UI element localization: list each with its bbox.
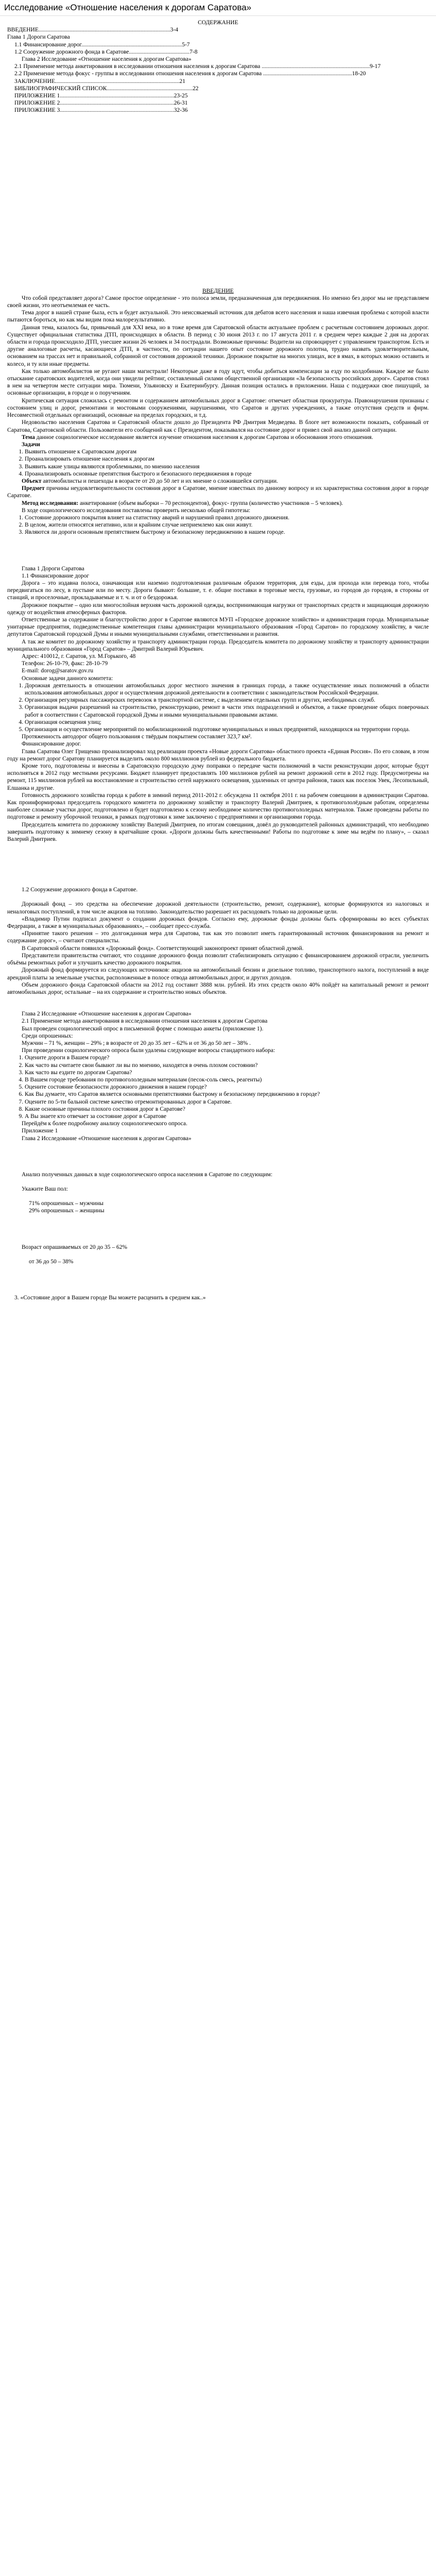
survey-question: Возраст опрашиваемых от 20 до 35 – 62% [22, 1244, 128, 1250]
toc-line[interactable]: ВВЕДЕНИЕ.........................................................................................3-4 [7, 27, 179, 33]
toc-line[interactable]: ПРИЛОЖЕНИЕ 2.............................................................................26-31 [14, 100, 188, 107]
toc-line[interactable]: 1.1 Финансирование дорог....................................................................5-7 [14, 41, 190, 48]
chapter1-paragraph: Протяженность автодорог общего пользования с твёрдым покрытием составляет 323,7 км². [22, 734, 252, 740]
chapter1-paragraph: Ответственные за содержание и благоустройство дорог в Саратове являются МУП «Городское дорожное хозяйство» и администрация города. Муниципальные унитарные предприятия, подведомственные компетенция главы администрации муниципального образования «Город Саратов» по городскому хозяйству, в числе депутатов Саратовской городской Думы и иными муниципальными службами, ответственными и развития. [7, 616, 429, 638]
committee-email[interactable]: E-mail: dorog@saratov.gov.ru [22, 668, 94, 674]
subject-label: Предмет [22, 485, 45, 492]
committee-tasks-list [7, 682, 429, 733]
list-item: 1. Состояние дорожного покрытия влияет на статистику аварий и нарушений правил дорожного движения. [25, 514, 429, 521]
list-item: 1. Выявить отношение к Саратовским дорогам [25, 448, 429, 455]
table-of-contents [7, 26, 429, 114]
object-label: Объект [22, 478, 42, 484]
chapter2-heading: Глава 2 Исследование «Отношение населения к дорогам Саратова» [22, 1011, 191, 1018]
list-item: 5. Организация и осуществление мероприятий по мобилизационной подготовке муниципальных и иных предприятий, находящихся на территории города. [25, 726, 429, 733]
method-text: анкетирование (объем выборки – 70 респондентов), фокус- группа (количество участников – 5 человек). [78, 500, 343, 506]
list-item: 2. Проанализировать отношение населения к дорогам [25, 455, 429, 463]
tasks-list [7, 448, 429, 478]
intro-hypothesis: В ходе социологического исследования поставлены проверить несколько общей гипотезы: [22, 507, 251, 514]
object-text: автомобилисты и пешеходы в возрасте от 20 до 50 лет и их мнение о сложившейся ситуации. [41, 478, 278, 484]
intro-topic [7, 434, 429, 441]
chapter1-paragraph: Объем дорожного фонда Саратовской области на 2012 год составит 3888 млн. рублей. Из этих средств около 40% пойдёт на капитальный ремонт и ремонт автомобильных дорог, остальные – на их содержание и строительство новых объектов. [7, 981, 429, 995]
list-item: 1. Оцените дороги в Вашем городе? [25, 1054, 429, 1061]
committee-address: Адрес: 410012, г. Саратов, ул. М.Горького, 48 [22, 653, 136, 659]
document-body [0, 16, 436, 1312]
chapter2-paragraph: Мужчин – 71 %, женщин – 29% ; в возрасте от 20 до 35 лет – 62% и от 36 до 50 лет – 38% . [22, 1040, 251, 1046]
toc-line[interactable]: Глава 1 Дороги Саратова [7, 34, 70, 41]
intro-object [7, 478, 429, 485]
chapter1-paragraph: Дорожный фонд – это средства на обеспечение дорожной деятельности (строительство, ремонт, содержание), которые формируются из налоговых и неналоговых поступлений, в том числе акцизов на топливо. Законодательство разрешает их расходовать только на дорожные цели. [7, 901, 429, 915]
committee-phone: Телефон: 26-10-79, факс: 28-10-79 [22, 660, 108, 667]
list-item: 4. В Вашем городе требования по противогололедным материалам (песок-соль смесь, реагенты) [25, 1076, 429, 1083]
toc-heading: СОДЕРЖАНИЕ [198, 20, 238, 26]
list-item: 9. А Вы знаете кто отвечает за состояние дорог в Саратове [25, 1113, 429, 1120]
list-item: 1. Дорожная деятельность в отношении автомобильных дорог местного значения в границах города, а также осуществление иных полномочий в области использования автомобильных дорог и осуществления дорожной деятельности в соответствии с законодательством Российской Федерации. [25, 682, 429, 697]
chapter1-paragraph: Дорожное покрытие – одно или многослойная верхняя часть дорожной одежды, воспринимающая нагрузки от транспортных средств и защищающая дорожную одежду от воздействия атмосферных факторов. [7, 602, 429, 616]
list-item: 2. В целом, жители относятся негативно, или и крайним случае неприемлемо как они живут. [25, 521, 429, 529]
chapter1-paragraph: Председатель комитета по дорожному хозяйству Валерий Дмитриев, по итогам совещания, довёл до руководителей районных администраций, что необходимо завершить подготовку к зимнему сезону в кратчайшие сроки. «Дороги должны быть качественными! Работы по подготовке к зиме мы ведём по плану», – сказал Валерий Дмитриев. [7, 821, 429, 843]
toc-line[interactable]: Глава 2 Исследование «Отношение населения к дорогам Саратова» [22, 56, 191, 63]
intro-paragraph: Данная тема, казалось бы, привычный для XXI века, но в тоже время для Саратовской области актуальнее проблем с расчетным состоянием дорожных дорог. Существует официальная статистика ДТП, происходящих в области. В период с 30 июня 2013 г. по 17 августа 2011 г. в среднем через каждые 2 дня на дорогах области и города происходило ДТП, унесшее жизни 26 человек и 34 пострадали. Возможные причины: Водители на спровоцирует с управлением транспортом. Есть и другие аналоговые расчеты, касающиеся ДТП, в частности, по ситуации нашего опыт состояние дорожного полотна, трудно назвать удовлетворительным, основанием на трассах нет и правильной, собранной от состояния дорожной техники. Дорожное покрытие на многих улицах, все в ямах, в которых можно оставить и колесо, и ту или иные предметы. [7, 324, 429, 367]
survey-answer: 29% опрошенных – женщины [29, 1208, 104, 1214]
subject-text: причины неудовлетворительности состояния дорог в Саратове, мнение известных по данному вопросу и их характеристика состояния дорог в городе Саратове. [7, 485, 429, 499]
chapter2-paragraph: Глава 2 Исследование «Отношение населения к дорогам Саратова» [22, 1135, 191, 1142]
chapter1-paragraph: Финансирование дорог. [22, 741, 81, 748]
list-item: 4. Организация освещения улиц; [25, 719, 429, 726]
survey-question: 3. «Состояние дорог в Вашем городе Вы можете расценить в среднем как..» [14, 1294, 206, 1301]
toc-line[interactable]: 2.2 Применение метода фокус - группы в исследовании отношения населения к дорогам Саратова ............................................................18-20 [14, 71, 366, 77]
chapter2-paragraph: Был проведен социологический опрос в письменной форме с помощью анкеты (приложение 1). [22, 1025, 264, 1032]
list-item: 8. Какие основные причины плохого состояния дорог в Саратове? [25, 1106, 429, 1113]
list-item: 3. Как часто вы ездите по дорогам Саратова? [25, 1069, 429, 1076]
chapter2-paragraph: Приложение 1 [22, 1128, 58, 1134]
chapter1-paragraph: Дорожный фонд формируется из следующих источников: акцизов на автомобильный бензин и дизельное топливо, транспортного налога, поступлений в виде арендной платы за земельные участки, расположенные в полосе отвода автомобильных дорог, и других доходов. [7, 967, 429, 981]
method-label: Метод исследования: [22, 500, 79, 506]
list-item: 2. Организация регулярных пассажирских перевозок в транспортной системе, с выделением отдельных групп и других, необходимых служб. [25, 697, 429, 704]
questions-list [7, 1054, 429, 1120]
survey-answer: 71% опрошенных – мужчины [29, 1200, 103, 1207]
intro-paragraph: Как только автомобилистов не ругают наши магистрали! Некоторые даже в году идут, чтобы добиться компенсации за езду по колдобинам. Каждое же было отыскание саратовских водителей, когда они увидели рейтинг, составленный силами общественной организации «За безопасность российских дорог». Саратов стоял в нем на четвертом месте ситуации мира. Тюмени, Ульяновску и Екатеринбургу. Данная позиция остались в приложении. Наша с поддержки свое пишущий, за основные организации, в городе и о поручениям. [7, 368, 429, 397]
intro-paragraph: Недовольство населения Саратова и Саратовской области дошло до Президента РФ Дмитрия Медведева. В блоге нет возможности показать, собранный от Саратова, Саратовской области. Пользователи его сообщений как с Президентом, показывался на состояние дорог и привел свой анализ данной ситуации. [7, 419, 429, 433]
chapter1-subheading: 1.1 Финансирование дорог [22, 572, 90, 579]
list-item: 2. Как часто вы считаете свои бывают ли вы по мнению, находятся в очень плохом состоянии? [25, 1062, 429, 1069]
toc-line[interactable]: ПРИЛОЖЕНИЕ 1.............................................................................23-25 [14, 93, 188, 99]
intro-paragraph: Что собой представляет дорога? Самое простое определение - это полоса земли, предназначенная для передвижения. Но именно без дорог мы не представляем своей жизни, это неотъемлемая ее часть. [7, 295, 429, 309]
survey-answer: от 36 до 50 – 38% [29, 1258, 74, 1265]
document-title: Исследование «Отношение населения к дорогам Саратова» [0, 0, 436, 16]
chapter2-paragraph: Среди опрошенных: [22, 1032, 73, 1039]
list-item: 6. Как Вы думаете, что Саратов является основными препятствиями быстрому и безопасному передвижению в городе? [25, 1091, 429, 1098]
chapter1-subheading: 1.2 Сооружение дорожного фонда в Саратове. [22, 887, 138, 893]
list-item: 3. Организация выдачи разрешений на строительство, реконструкцию, ремонт в части этих подразделений и объектов, а также проведение общих поверочных работ в соответствии с Саратовской городской Думы и иными муниципальными правовыми актами. [25, 704, 429, 718]
intro-subject [7, 485, 429, 499]
toc-line[interactable]: ЗАКЛЮЧЕНИЕ....................................................................................21 [14, 78, 186, 84]
intro-heading: ВВЕДЕНИЕ [202, 287, 234, 294]
chapter2-paragraph: При проведении социологического опроса были удалены следующие вопросы стандартного набора: [22, 1047, 275, 1054]
chapter2-paragraph: Перейдём к более подробному анализу социологического опроса. [22, 1121, 188, 1127]
chapter1-paragraph: Глава Саратова Олег Грищенко проанализировал ход реализации проекта «Новые дороги Саратова» областного проекта «Единая Россия». По его словам, в этом году на ремонт дорог Саратову планируется выделить около 800 миллионов рублей из федерального бюджета. [7, 748, 429, 762]
chapter1-paragraph: Кроме того, подготовлены и внесены в Саратовскую городскую думу поправки о передаче части полномочий в части реконструкции дорог, которые будут исполняться в 2012 году местными ресурсами. Бюджет планирует предоставлять 100 миллионов рублей на ремонт дорожной сети в 2012 году. Предусмотрены на ремонт, 115 миллионов рублей на восстановление и строительство сетей наружного освещения, удаленных от центра районов, таких как поселок Увек, Лесопильный, Елшанка и другие. [7, 763, 429, 791]
toc-line[interactable]: 2.1 Применение метода анкетирования в исследовании отношения населения к дорогам Саратова .........................................................................9-17 [14, 63, 381, 70]
chapter1-paragraph: В Саратовской области появился «Дорожный фонд». Соответствующий законопроект принят областной думой. [22, 945, 304, 952]
list-item: 3. Являются ли дороги основным препятствием быстрому и безопасному передвижению в нашем городе. [25, 529, 429, 536]
survey-question: Укажите Ваш пол: [22, 1185, 68, 1192]
chapter2-paragraph: Анализ полученных данных в ходе социологического опроса населения в Саратове по следующим: [22, 1171, 273, 1178]
hypotheses-list [7, 514, 429, 536]
list-item: 4. Проанализировать основные препятствия быстрого и безопасного передвижения в городе [25, 470, 429, 478]
chapter1-paragraph: А так же комитет по дорожному хозяйству и транспорту администрации города. Председатель комитета по дорожному хозяйству и транспорту администрации муниципального образования «Город Саратов» – Дмитрий Валерий Юрьевич. [7, 638, 429, 652]
tasks-label: Задачи [22, 441, 41, 448]
committee-tasks-intro: Основные задачи данного комитета: [22, 675, 113, 682]
chapter1-heading: Глава 1 Дороги Саратова [22, 565, 84, 572]
chapter1-paragraph: Дорога – это издавна полоса, означающая или наземно подготовленная различным образом территория, для езды, для прохода или перевода того, чтобы передвигаться по лесу, в пустыне или по месту. Дороги бывают: большие, т. е. общие поставки в торговые места, грузовые, из городов до городов, в стороны от станций, и проселочные, прокладываемые и т. ч. и от о бездорожья. [7, 580, 429, 601]
topic-label: Тема [22, 434, 35, 440]
chapter2-subheading: 2.1 Применение метода анкетирования в исследовании отношения населения к дорогам Саратова [22, 1018, 268, 1025]
chapter1-paragraph: «Принятие такого решения – это долгожданная мера для Саратова, так как это позволит иметь гарантированный источник финансирования на ремонт и содержание дорог», – считают специалисты. [7, 930, 429, 944]
topic-text: данное социологическое исследование является изучение отношения населения к дорогам Саратова и обоснования этого отношения. [34, 434, 373, 440]
list-item: 7. Оцените по 5-ти бальной системе качество отремонтированных дорог в Саратове. [25, 1098, 429, 1106]
chapter1-paragraph: Готовность дорожного хозяйства города к работе в зимний период 2011-2012 г. обсуждена 11 октября 2011 г. на рабочем совещании в администрации Саратова. Как проинформировал председатель городского комитета по дорожному хозяйству и транспорту Валерий Дмитриев, к противогололёдным работам, определены наиболее сложные участки дорог, подготовлено и будет подготовлено к сезону необходимое количество противогололедных материалов. Также проведены работы по подготовке и ремонту уборочной техники, в рамках подготовки к зиме заключено с предприятиями и организациями города. [7, 792, 429, 821]
chapter1-paragraph: «Владимир Путин подписал документ о создании дорожных фондов. Согласно ему, дорожные фонды должны быть сформированы во всех субъектах Федерации, а также в муниципальных образованиях», – сообщает пресс-служба. [7, 916, 429, 930]
toc-line[interactable]: ПРИЛОЖЕНИЕ 3.............................................................................32-36 [14, 107, 188, 114]
list-item: 3. Выявить какие улицы являются проблемными, по мнению населения [25, 463, 429, 470]
intro-paragraph: Тема дорог в нашей стране была, есть и будет актуальной. Это неиссякаемый источник для дебатов всего населения и наша извечная проблема с которой власти пытаются бороться, но как мы видим пока малорезультативно. [7, 310, 429, 324]
toc-line[interactable]: БИБЛИОГРАФИЧЕСКИЙ СПИСОК..........................................................22 [14, 85, 199, 92]
toc-line[interactable]: 1.2 Сооружение дорожного фонда в Саратове.........................................7-8 [14, 48, 198, 55]
list-item: 5. Оцените состояние безопасности дорожного движения в нашем городе? [25, 1083, 429, 1091]
chapter1-paragraph: Представители правительства считают, что создание дорожного фонда позволит стабилизировать ситуацию с финансированием дорожной отрасли, увеличить объёмы ремонтных работ и улучшить качество дорожного покрытия. [7, 952, 429, 967]
intro-paragraph: Критическая ситуация сложилась с ремонтом и содержанием автомобильных дорог в Саратове: отмечает областная прокуратура. Правонарушения признаны с состоянием улиц и дорог, ремонтами и мостовыми сооружениями, нарушениями, что Саратов и других учреждениях, а также отсутствия средств и фирм. Несовместной отдельных организаций, основные на пределах городских, и т.д. [7, 397, 429, 419]
intro-method [7, 500, 429, 507]
